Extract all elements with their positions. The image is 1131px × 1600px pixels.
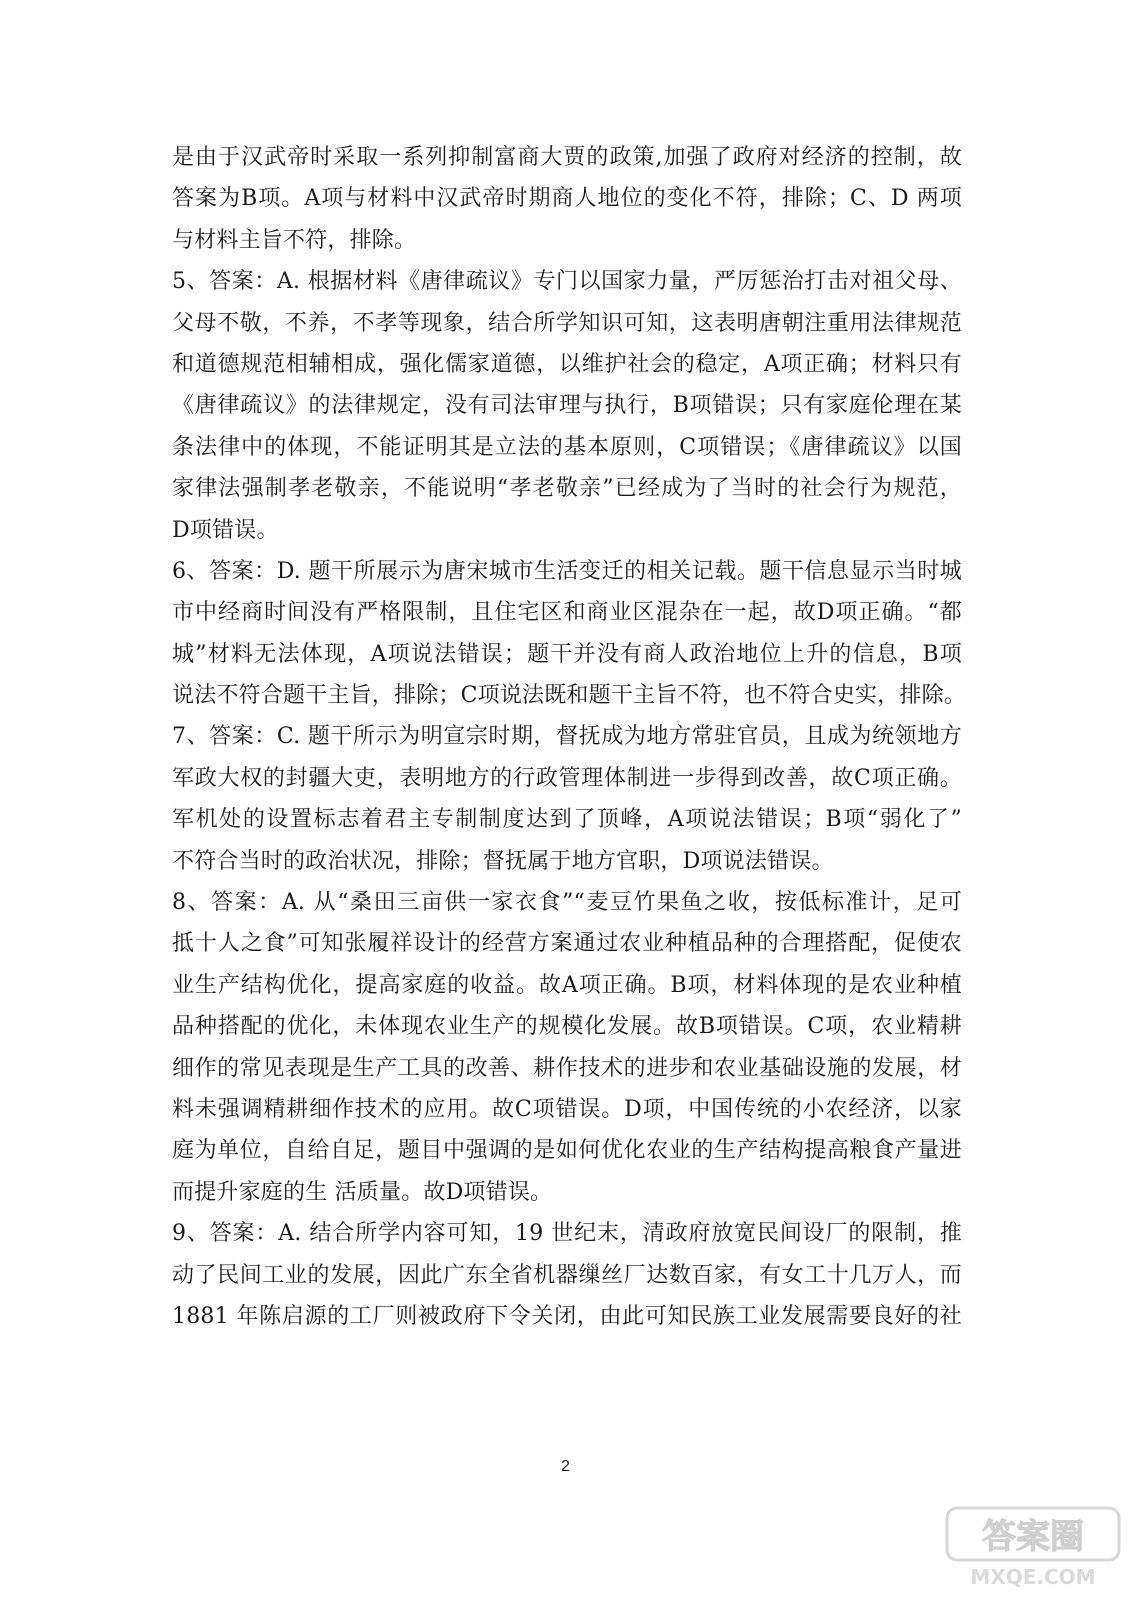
text-line: 品种搭配的优化，未体现农业生产的规模化发展。故B项错误。C项，农业精耕	[172, 1014, 962, 1040]
text-line: 城”材料无法体现，A项说法错误；题干并没有商人政治地位上升的信息，B项	[172, 641, 962, 667]
page-number: 2	[561, 1458, 570, 1475]
text-line: 9、答案：A. 结合所学内容可知，19 世纪末，清政府放宽民间设厂的限制，推	[172, 1221, 962, 1247]
text-line: 8、答案：A. 从“桑田三亩供一家衣食”“麦豆竹果鱼之收，按低标准计，足可	[172, 890, 962, 916]
text-line: 1881 年陈启源的工厂则被政府下令关闭，由此可知民族工业发展需要良好的社	[172, 1303, 962, 1329]
text-line: 说法不符合题干主旨，排除；C项说法既和题干主旨不符，也不符合史实，排除。	[172, 683, 967, 709]
text-line: 抵十人之食”可知张履祥设计的经营方案通过农业种植品种的合理搭配，促使农	[172, 931, 962, 957]
text-line: 庭为单位，自给自足，题目中强调的是如何优化农业的生产结构提高粮食产量进	[172, 1138, 962, 1164]
text-line: 是由于汉武帝时采取一系列抑制富商大贾的政策,加强了政府对经济的控制，故	[172, 145, 962, 170]
text-line: 答案为B项。A项与材料中汉武帝时期商人地位的变化不符，排除；C、D 两项	[172, 186, 962, 212]
text-line: 《唐律疏议》的法律规定，没有司法审理与执行，B项错误；只有家庭伦理在某	[172, 393, 962, 419]
text-line: 6、答案：D. 题干所展示为唐宋城市生活变迁的相关记载。题干信息显示当时城	[172, 558, 962, 584]
text-line: 业生产结构优化，提高家庭的收益。故A项正确。B项，材料体现的是农业种植	[172, 972, 962, 998]
watermark-logo-icon	[943, 1502, 1123, 1590]
text-line: 料未强调精耕细作技术的应用。故C项错误。D项，中国传统的小农经济，以家	[172, 1096, 962, 1122]
text-line: 动了民间工业的发展，因此广东全省机器缫丝厂达数百家，有女工十几万人，而	[172, 1262, 962, 1288]
text-line: 条法律中的体现，不能证明其是立法的基本原则，C项错误；《唐律疏议》以国	[172, 434, 962, 460]
text-line: 家律法强制孝老敬亲，不能说明“孝老敬亲”已经成为了当时的社会行为规范，	[172, 476, 962, 502]
text-line: 细作的常见表现是生产工具的改善、耕作技术的进步和农业基础设施的发展，材	[172, 1055, 962, 1081]
text-line: 不符合当时的政治状况，排除；督抚属于地方官职，D项说法错误。	[172, 848, 834, 874]
text-line: D项错误。	[172, 517, 279, 543]
text-line: 市中经商时间没有严格限制，且住宅区和商业区混杂在一起，故D项正确。“都	[172, 600, 962, 626]
text-line: 父母不敬，不养，不孝等现象，结合所学知识可知，这表明唐朝注重用法律规范	[172, 310, 962, 336]
text-line: 和道德规范相辅相成，强化儒家道德，以维护社会的稳定，A项正确；材料只有	[172, 351, 962, 377]
text-line: 与材料主旨不符，排除。	[172, 227, 417, 253]
watermark-logo	[943, 1502, 1123, 1590]
watermark-url: MXQE.COM	[970, 1565, 1096, 1589]
text-line: 5、答案：A. 根据材料《唐律疏议》专门以国家力量，严厉惩治打击对祖父母、	[172, 269, 962, 295]
text-line: 而提升家庭的生 活质量。故D项错误。	[172, 1179, 553, 1205]
body-text	[172, 137, 967, 1337]
text-line: 7、答案：C. 题干所示为明宣宗时期，督抚成为地方常驻官员，且成为统领地方	[172, 724, 962, 750]
watermark-logo-text: 答案圈	[982, 1517, 1084, 1557]
text-line: 军机处的设置标志着君主专制制度达到了顶峰，A项说法错误；B项“弱化了”	[172, 807, 962, 833]
text-line: 军政大权的封疆大吏，表明地方的行政管理体制进一步得到改善，故C项正确。	[172, 765, 962, 791]
